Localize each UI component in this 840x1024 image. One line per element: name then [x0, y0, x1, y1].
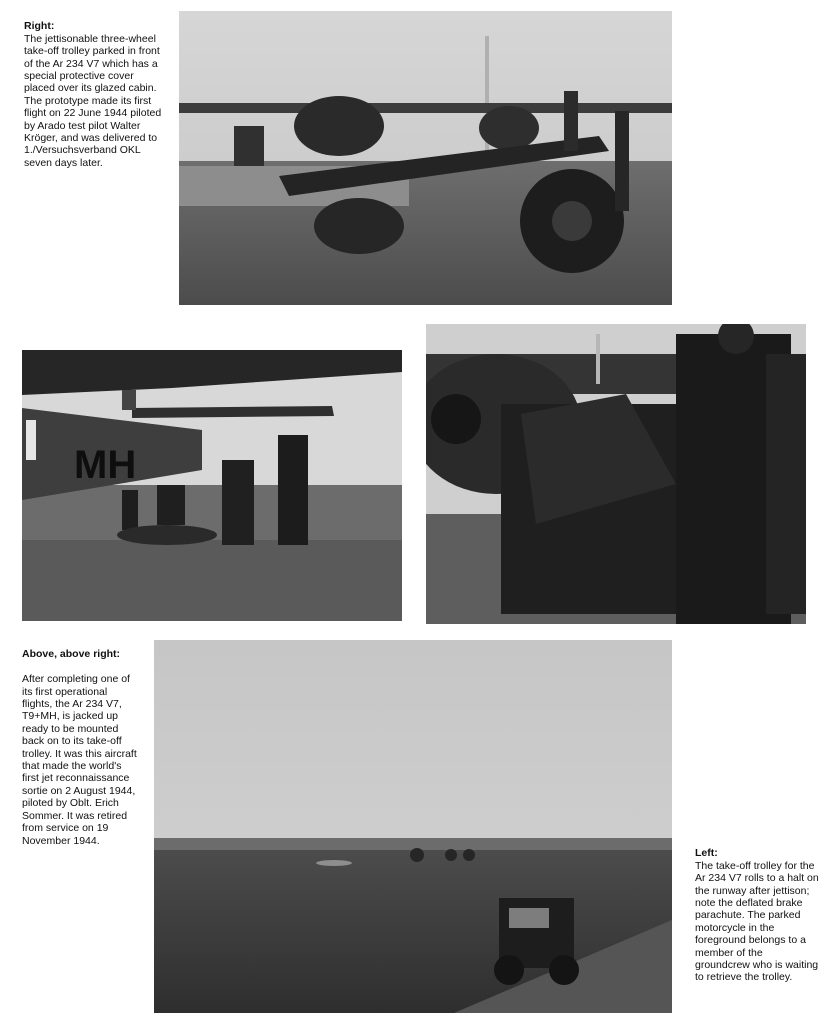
photo-groundcrew-engine [426, 324, 806, 624]
caption-right-lead: Right: [24, 20, 55, 33]
caption-right-text: The jettisonable three-wheel take-off trolley parked in front of the Ar 234 V7 which has a special protective cover placed over its glazed cabin. The prototype made its first flight on 22 June 1944 piloted by Arado test pilot Walter Kröger, and was delivered to 1./Versuchsverband OKL seven days later. [24, 32, 162, 169]
fuselage-code: MH [74, 443, 137, 487]
photo-runway-trolley-image [154, 640, 672, 1013]
photo-trolley-parked [179, 11, 672, 305]
caption-right [24, 8, 162, 169]
photo-trolley-parked-image [179, 11, 672, 305]
caption-left [695, 835, 820, 984]
caption-above-text: After completing one of its first operational flights, the Ar 234 V7, T9+MH, is jacked up ready to be mounted back on to its take-off trolley. It was this aircraft that made the world's first jet reconnaissance sortie on 2 August 1944, piloted by Oblt. Erich Sommer. It was retired from service on 19 November 1944. [22, 673, 137, 847]
caption-above-lead: Above, above right: [22, 648, 121, 661]
caption-left-text: The take-off trolley for the Ar 234 V7 rolls to a halt on the runway after jettison; note the deflated brake parachute. The parked motorcycle in the foreground belongs to a member of the groundcrew who is waiting to retrieve the trolley. [695, 859, 819, 984]
photo-aircraft-jacked-image [22, 350, 402, 621]
caption-left-lead: Left: [695, 847, 718, 860]
photo-aircraft-jacked [22, 350, 402, 621]
photo-groundcrew-engine-image [426, 324, 806, 624]
photo-runway-trolley [154, 640, 672, 1013]
caption-above [22, 636, 138, 847]
